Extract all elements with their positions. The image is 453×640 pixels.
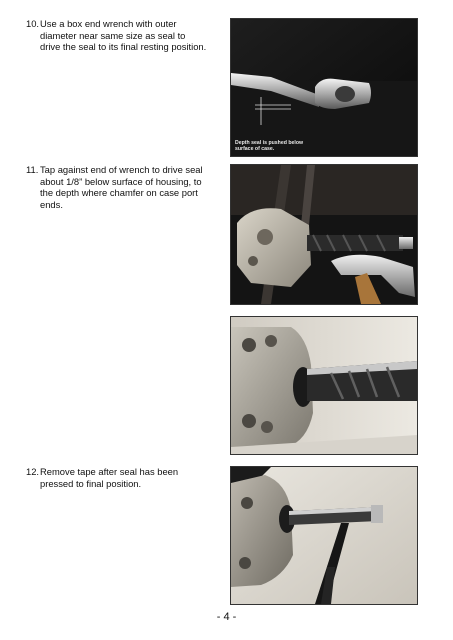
step-11 <box>26 164 208 210</box>
step-12 <box>26 466 208 489</box>
photo-shaft-housing <box>230 316 418 455</box>
photo-tape-removed <box>230 466 418 605</box>
shaft-photo-image <box>231 317 417 454</box>
step-10 <box>26 18 208 53</box>
step-text: Use a box end wrench with outer diameter near same size as seal to drive the seal to its final resting position. <box>40 18 207 53</box>
photo-hammer-tap <box>230 164 418 305</box>
tape-photo-image <box>231 467 417 604</box>
photo-caption: Depth seal is pushed below surface of case. <box>235 140 304 152</box>
step-number: 10. <box>26 18 40 29</box>
step-number: 12. <box>26 466 40 477</box>
photo-wrench-depth <box>230 18 418 157</box>
wrench-photo-image <box>231 19 417 156</box>
hammer-photo-image <box>231 165 417 304</box>
page-number: - 4 - <box>216 611 237 623</box>
step-number: 11. <box>26 164 39 175</box>
step-text: Remove tape after seal has been pressed to final position. <box>40 466 179 489</box>
step-text: Tap against end of wrench to drive seal about 1/8” below surface of housing, to the depth where chamfer on case port ends. <box>40 164 203 210</box>
